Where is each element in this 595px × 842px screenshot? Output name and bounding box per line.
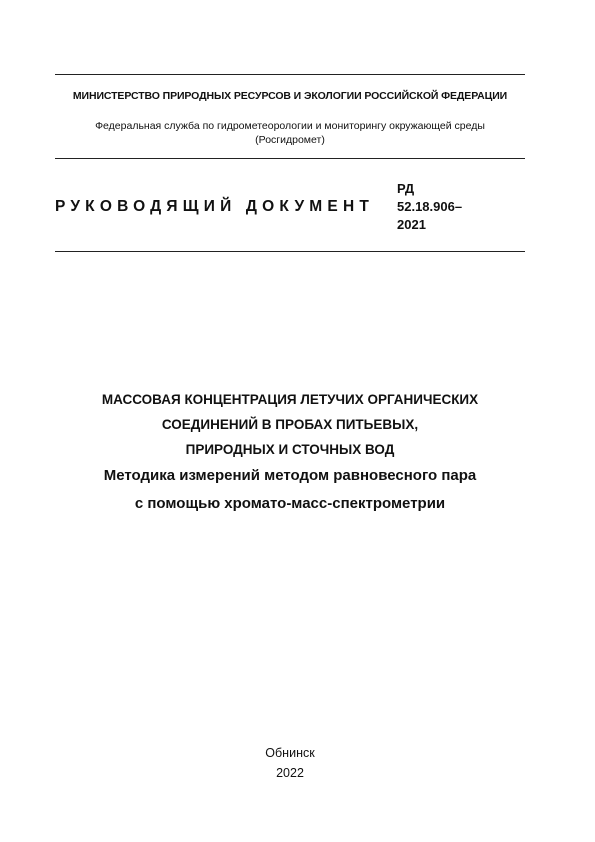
document-subtitle [55,462,525,518]
service-short-name: (Росгидромет) [255,134,325,146]
document-number-year: 2021 [397,217,426,232]
imprint [55,743,525,783]
publication-city: Обнинск [265,746,315,760]
title-line: СОЕДИНЕНИЙ В ПРОБАХ ПИТЬЕВЫХ, [161,417,419,432]
header-rule [55,158,525,159]
subtitle-line: с помощью хромато-масс-спектрометрии [134,495,446,512]
title-line: ПРИРОДНЫХ И СТОЧНЫХ ВОД [185,442,395,457]
service-name [55,119,525,147]
document-number-code: 52.18.906– [397,199,463,214]
subtitle-line: Методика измерений методом равновесного пара [103,467,477,484]
document-title [55,387,525,462]
service-name-line: Федеральная служба по гидрометеорологии и мониторингу окружающей среды [95,120,485,132]
document-number-prefix: РД [397,181,415,196]
document-number [397,180,462,234]
top-rule [55,74,525,75]
document-type: РУКОВОДЯЩИЙ ДОКУМЕНТ [55,198,375,215]
title-line: МАССОВАЯ КОНЦЕНТРАЦИЯ ЛЕТУЧИХ ОРГАНИЧЕСКИХ [101,392,479,407]
publication-year: 2022 [276,766,304,780]
document-rule [55,251,525,252]
ministry-name: МИНИСТЕРСТВО ПРИРОДНЫХ РЕСУРСОВ И ЭКОЛОГИИ РОССИЙСКОЙ ФЕДЕРАЦИИ [72,90,508,102]
